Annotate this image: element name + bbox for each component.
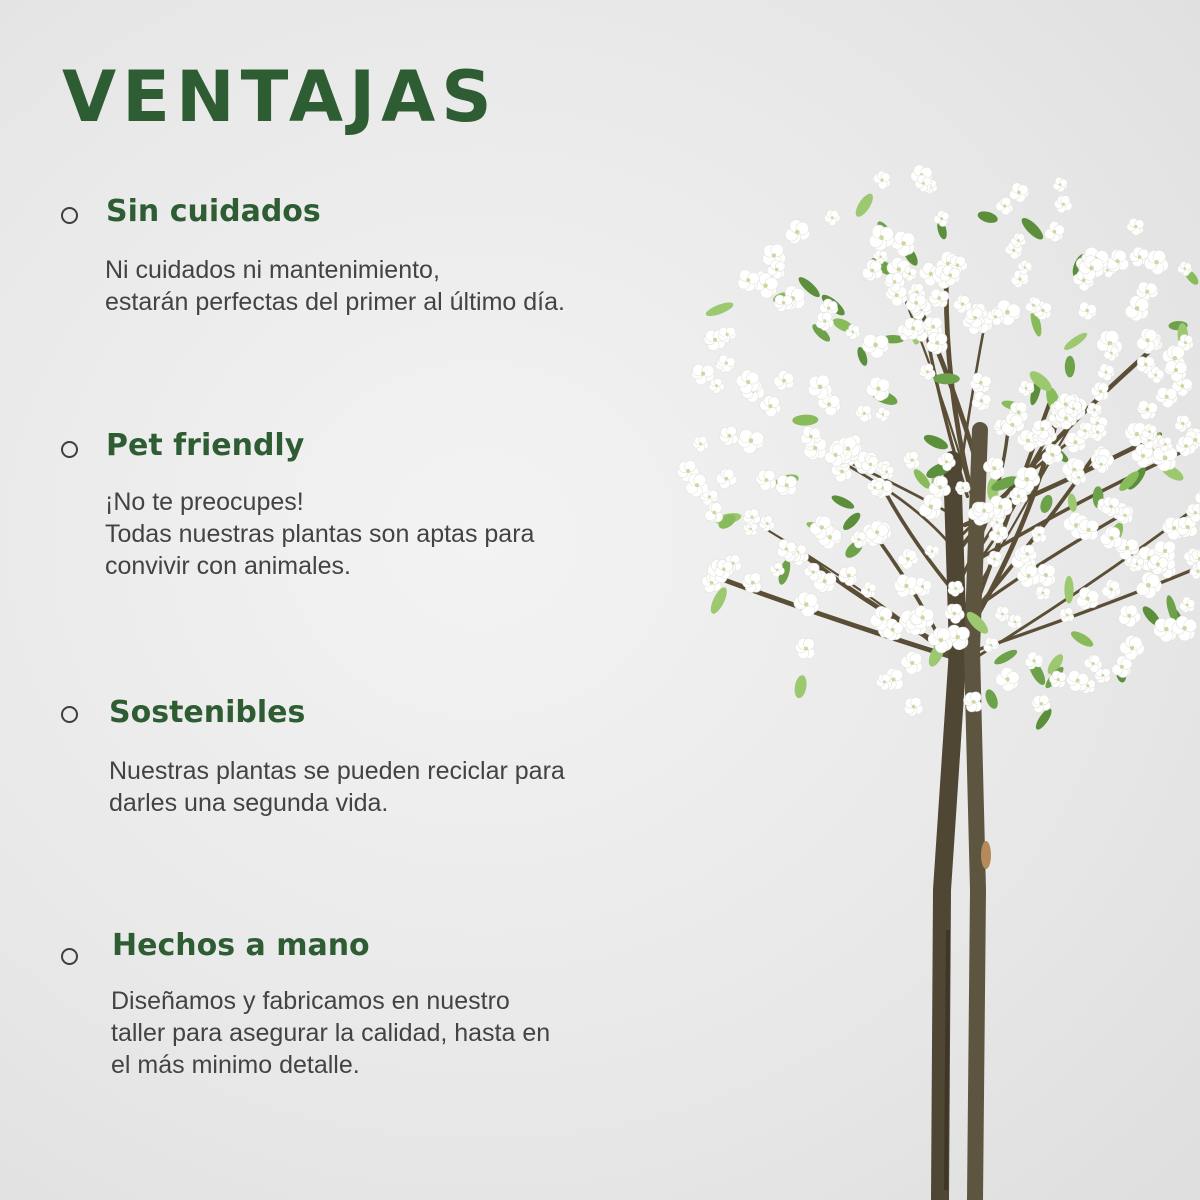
benefit-description [105,254,565,318]
benefit-description [111,985,550,1081]
bullet-circle-icon [61,207,78,224]
bullet-circle-icon [61,441,78,458]
bullet-circle-icon [61,948,78,965]
description-line: estarán perfectas del primer al último día. [105,288,565,316]
bullet-circle-icon [61,706,78,723]
page-title: VENTAJAS [62,56,498,138]
benefit-heading: Sostenibles [109,695,306,730]
description-line: Ni cuidados ni mantenimiento, [105,256,440,284]
benefit-heading: Sin cuidados [106,194,321,229]
description-line: ¡No te preocupes! [105,488,304,516]
benefit-description [109,755,565,819]
description-line: Nuestras plantas se pueden reciclar para [109,757,565,785]
description-line: Diseñamos y fabricamos en nuestro [111,987,510,1015]
description-line: convivir con animales. [105,552,351,580]
description-line: el más minimo detalle. [111,1051,360,1079]
description-line: Todas nuestras plantas son aptas para [105,520,535,548]
benefit-description [105,486,534,582]
description-line: taller para asegurar la calidad, hasta en [111,1019,551,1047]
benefit-heading: Hechos a mano [112,928,370,963]
description-line: darles una segunda vida. [109,789,389,817]
blossom-tree-illustration [640,130,1200,1200]
benefit-heading: Pet friendly [106,428,305,463]
